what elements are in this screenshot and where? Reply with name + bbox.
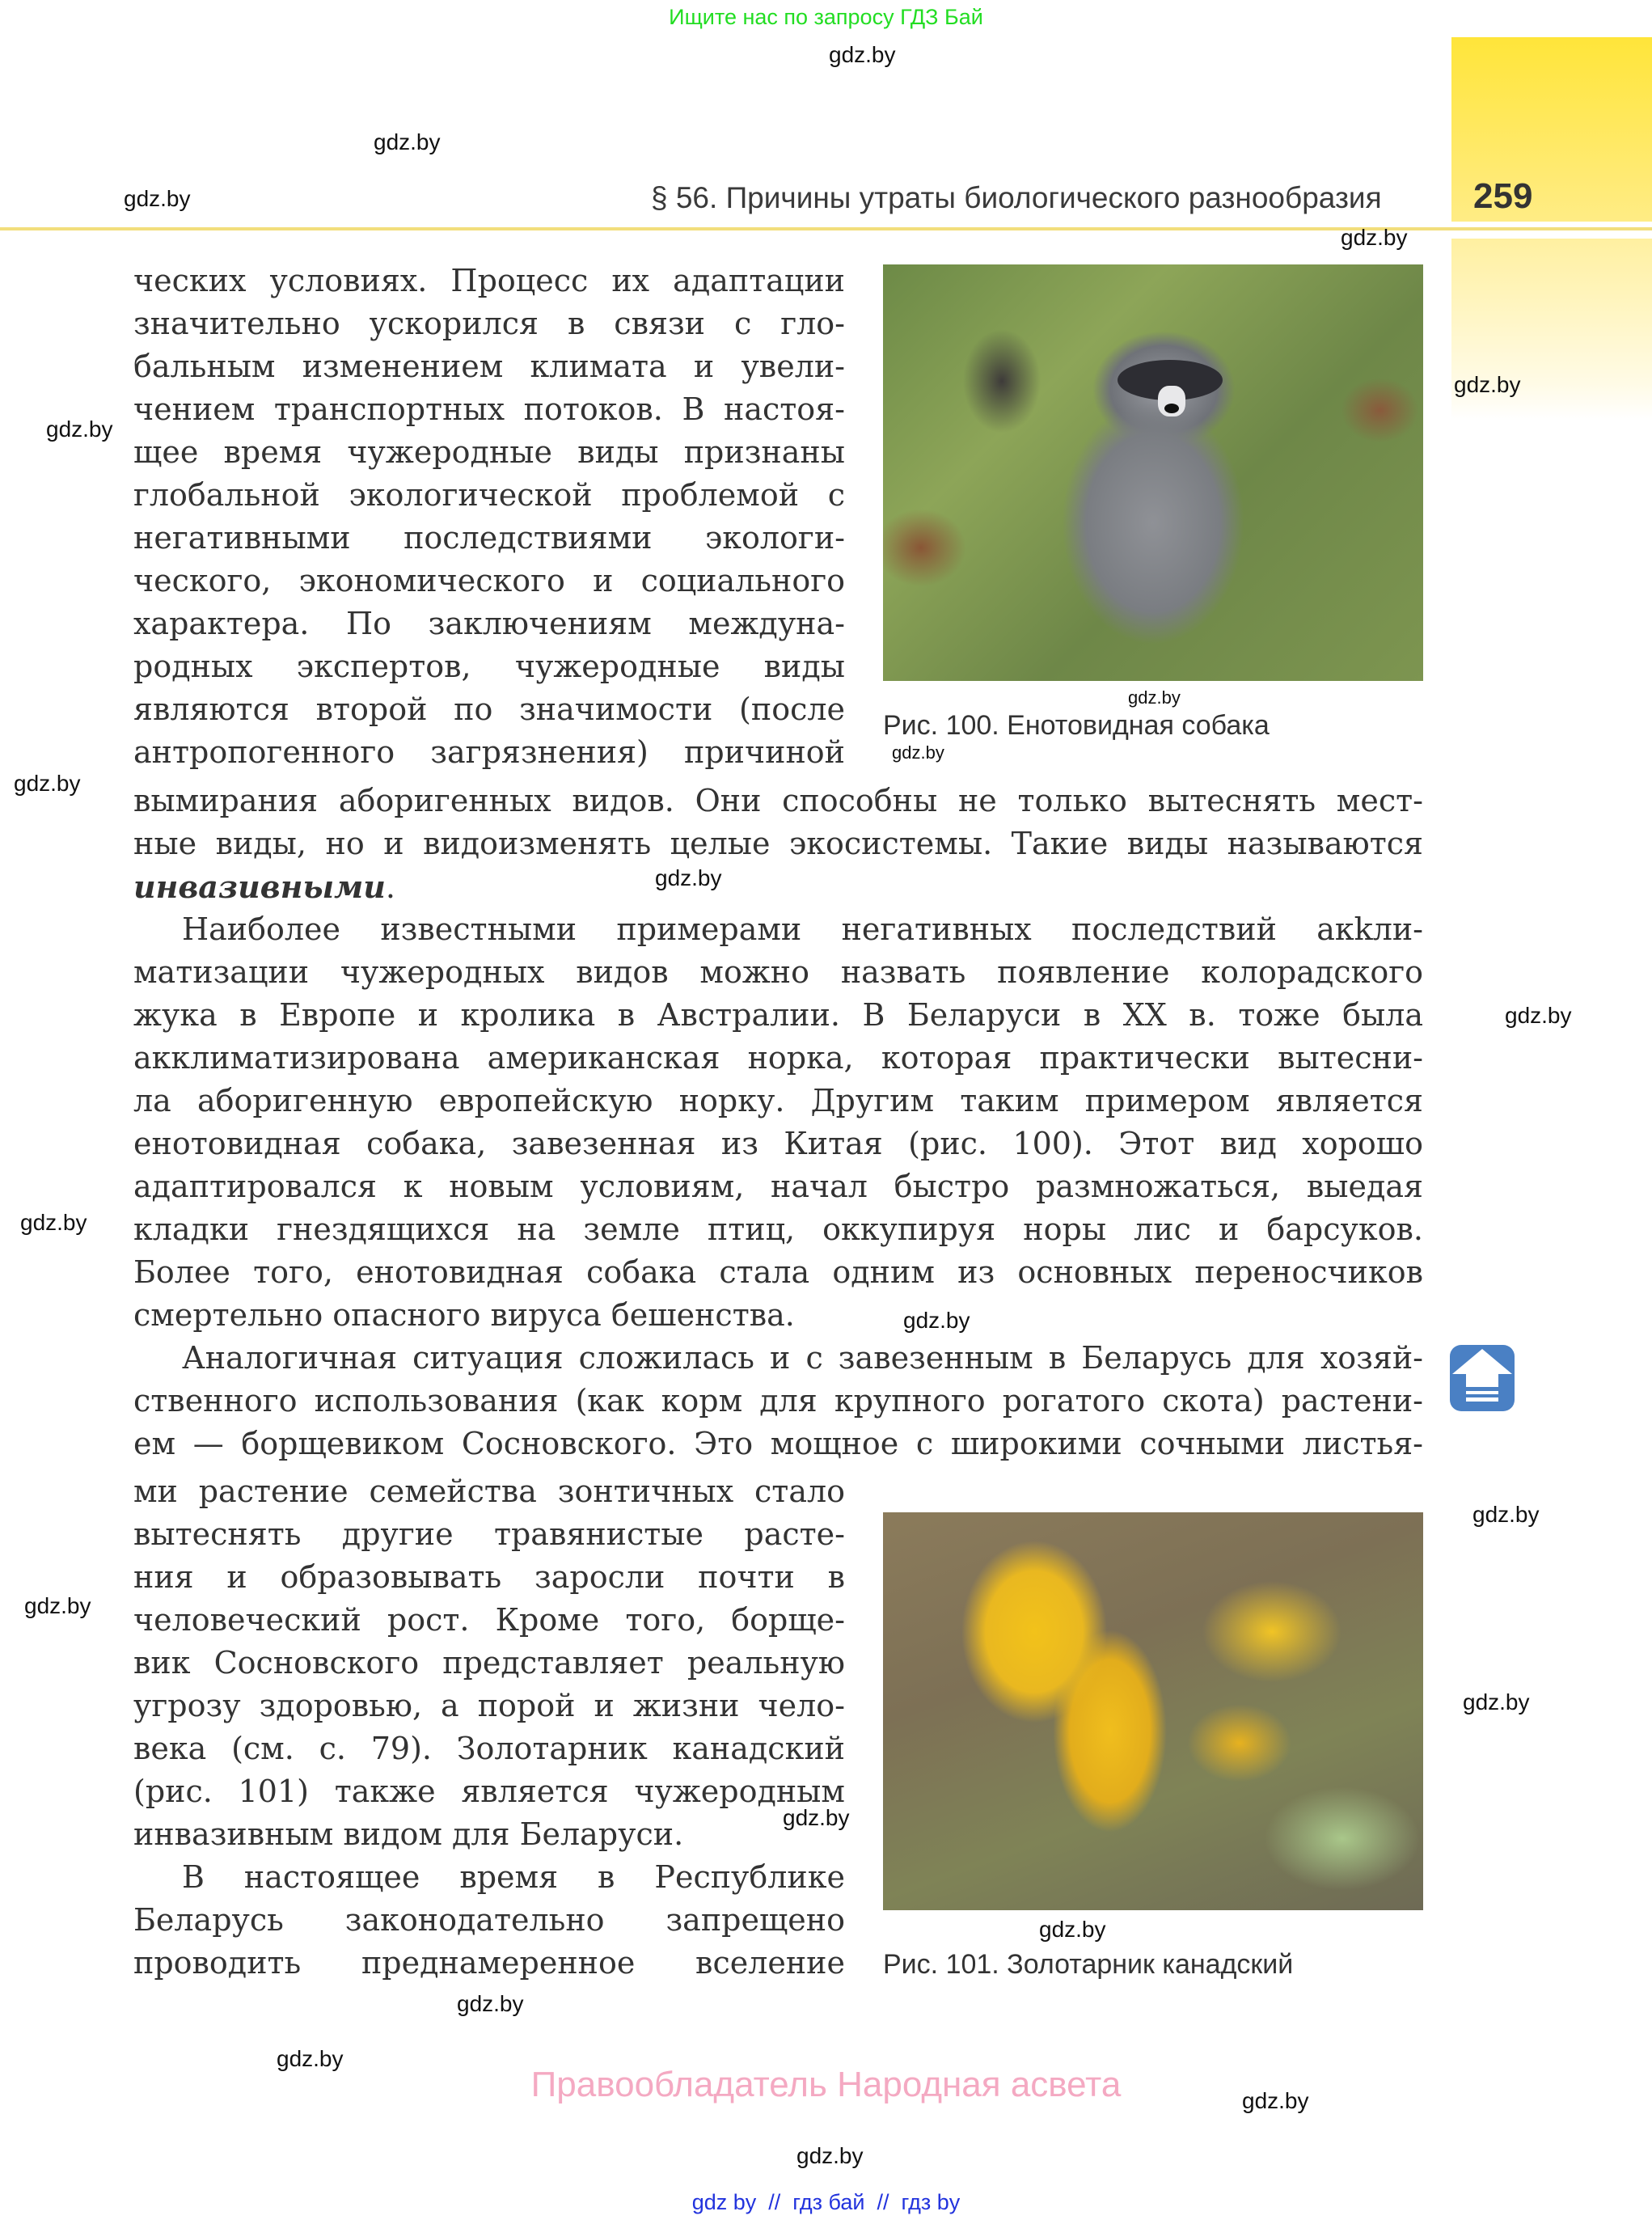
- raccoon-nose-shape: [1164, 404, 1179, 413]
- text-line: родных экспертов, чужеродные виды: [133, 649, 845, 684]
- text-line: Наиболее известными примерами негативных последствий акkли-: [182, 911, 1423, 947]
- home-up-arrow-icon[interactable]: [1450, 1345, 1515, 1411]
- watermark: gdz.by: [1463, 1689, 1530, 1715]
- text-line: вытеснять другие травянистые расте-: [133, 1516, 845, 1552]
- text-line: ми растение семейства зонтичных стало: [133, 1474, 845, 1509]
- watermark: gdz.by: [14, 771, 81, 796]
- text-line: характера. По заключениям междуна-: [133, 606, 845, 641]
- watermark: gdz.by: [655, 865, 722, 890]
- goldenrod-photo: [883, 1512, 1423, 1910]
- text-line: вымирания аборигенных видов. Они способны не только вытеснять мест-: [133, 783, 1423, 818]
- watermark: gdz.by: [24, 1593, 91, 1618]
- watermark: gdz.by: [457, 1991, 524, 2016]
- text-line: угрозу здоровью, а порой и жизни чело-: [133, 1688, 845, 1723]
- watermark: gdz.by: [892, 742, 944, 763]
- text-line: антропогенного загрязнения) причиной: [133, 734, 845, 770]
- watermark: gdz.by: [1242, 2088, 1309, 2113]
- text-line: (рис. 101) также является чужеродным: [133, 1774, 845, 1809]
- text-line: вик Сосновского представляет реальную: [133, 1645, 845, 1681]
- text-line: кладки гнездящихся на земле птиц, оккупируя норы лис и барсуков.: [133, 1211, 1423, 1247]
- section-title: § 56. Причины утраты биологического разнообразия: [651, 181, 1382, 214]
- page-number: 259: [1473, 176, 1533, 216]
- copyright-notice: Правообладатель Народная асвета: [530, 2065, 1122, 2104]
- punctuation: .: [385, 869, 395, 905]
- watermark: gdz.by: [783, 1805, 850, 1830]
- text-line: ческого, экономического и социального: [133, 563, 845, 598]
- text-line: инвазивным видом для Беларуси.: [133, 1816, 684, 1852]
- top-banner: Ищите нас по запросу ГДЗ Бай: [669, 5, 983, 29]
- watermark: gdz.by: [1454, 372, 1521, 397]
- watermark: gdz.by: [1472, 1502, 1540, 1527]
- text-line: века (см. с. 79). Золотарник канадский: [133, 1731, 845, 1766]
- text-line: негативными последствиями экологи-: [133, 520, 845, 556]
- text-line: ния и образовывать заросли почти в: [133, 1559, 845, 1595]
- watermark: gdz.by: [20, 1210, 87, 1235]
- text-line: Более того, енотовидная собака стала одним из основных переносчиков: [133, 1254, 1423, 1290]
- watermark: gdz.by: [46, 416, 113, 442]
- text-line: ем — борщевиком Сосновского. Это мощное с широкими сочными листья-: [133, 1426, 1423, 1461]
- text-line: жука в Европе и кролика в Австралии. В Беларуси в XX в. тоже была: [133, 997, 1423, 1033]
- text-line: щее время чужеродные виды признаны: [133, 434, 845, 470]
- watermark: gdz.by: [374, 129, 441, 154]
- text-line: акклиматизирована американская норка, которая практически вытесни-: [133, 1040, 1423, 1076]
- watermark: gdz.by: [1039, 1917, 1106, 1942]
- text-line: чением транспортных потоков. В настоя-: [133, 391, 845, 427]
- text-line: матизации чужеродных видов можно назвать появление колорадского: [133, 954, 1423, 990]
- watermark: gdz.by: [903, 1308, 970, 1333]
- watermark: gdz.by: [796, 2143, 864, 2168]
- text-line: ные виды, но и видоизменять целые экосистемы. Такие виды называются: [133, 826, 1423, 861]
- text-line: ческих условиях. Процесс их адаптации: [133, 263, 845, 298]
- text-line: адаптировался к новым условиям, начал быстро размножаться, выедая: [133, 1169, 1423, 1204]
- text-line: [133, 865, 1423, 908]
- watermark: gdz.by: [277, 2046, 344, 2071]
- text-line: значительно ускорился в связи с гло-: [133, 306, 845, 341]
- text-line: ла аборигенную европейскую норку. Другим таким примером является: [133, 1083, 1423, 1118]
- text-line: проводить преднамеренное вселение: [133, 1945, 845, 1981]
- text-line: В настоящее время в Республике: [182, 1859, 845, 1895]
- text-line: человеческий рост. Кроме того, борще-: [133, 1602, 845, 1638]
- footer-links[interactable]: gdz by // гдз бай // гдз by: [691, 2190, 961, 2214]
- watermark: gdz.by: [1341, 225, 1408, 250]
- text-line: Беларусь законодательно запрещено: [133, 1902, 845, 1938]
- watermark: gdz.by: [829, 42, 896, 67]
- home-up-arrow-svg: [1450, 1345, 1515, 1411]
- text-line: являются второй по значимости (после: [133, 691, 845, 727]
- text-line: енотовидная собака, завезенная из Китая (рис. 100). Этот вид хорошо: [133, 1126, 1423, 1161]
- text-line: глобальной экологической проблемой с: [133, 477, 845, 513]
- term-invasive: инвазивными: [133, 869, 386, 905]
- text-line: ственного использования (как корм для крупного рогатого скота) растени-: [133, 1383, 1423, 1419]
- text-line: Аналогичная ситуация сложилась и с завезенным в Беларусь для хозяй-: [182, 1340, 1423, 1376]
- figure-100-caption: Рис. 100. Енотовидная собака: [883, 710, 1270, 741]
- watermark: gdz.by: [124, 186, 191, 211]
- figure-101-caption: Рис. 101. Золотарник канадский: [883, 1949, 1294, 1980]
- text-line: бальным изменением климата и увели-: [133, 349, 845, 384]
- raccoon-dog-photo: [883, 264, 1423, 681]
- text-line: смертельно опасного вируса бешенства.: [133, 1297, 795, 1333]
- watermark: gdz.by: [1128, 687, 1181, 708]
- watermark: gdz.by: [1505, 1003, 1572, 1028]
